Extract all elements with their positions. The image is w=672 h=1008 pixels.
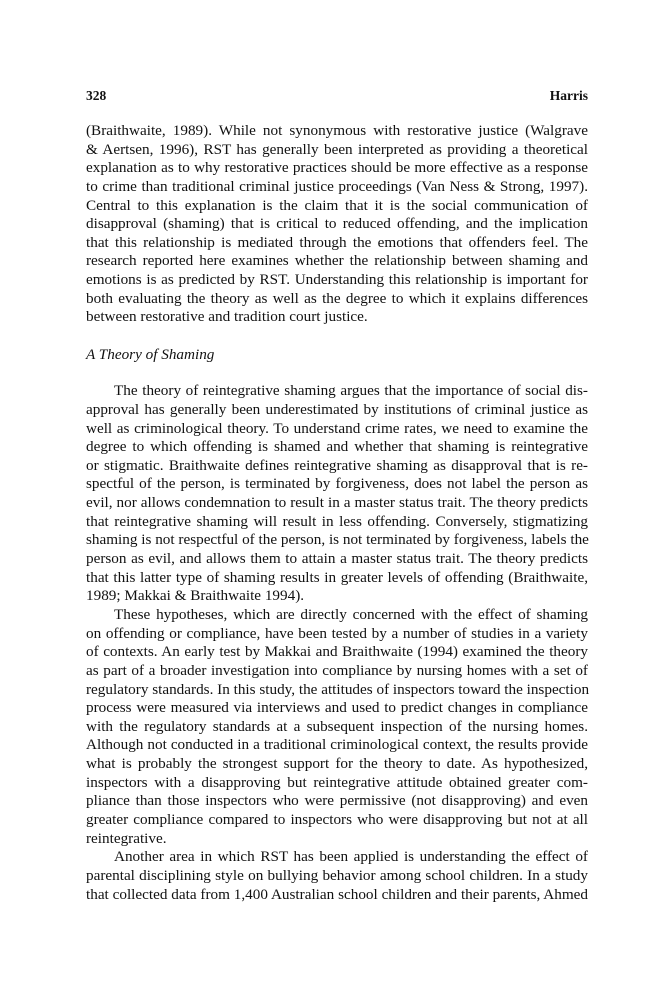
section-intro bbox=[86, 122, 588, 327]
text-line: of contexts. An early test by Makkai and Braithwaite (1994) examined the theory bbox=[86, 643, 588, 661]
text-line: that this latter type of shaming results in greater levels of offending (Braithwaite, bbox=[86, 568, 588, 586]
text-line: greater compliance compared to inspectors who were disapproving but not at all bbox=[86, 811, 588, 829]
text-line: parental disciplining style on bullying behavior among school children. In a study bbox=[86, 866, 588, 884]
running-header bbox=[86, 88, 588, 106]
text-line: with the regulatory standards at a subsequent inspection of the nursing homes. bbox=[86, 717, 588, 735]
text-line: what is probably the strongest support for the theory to date. As hypothesized, bbox=[86, 755, 588, 773]
text-line: that reintegrative shaming will result in less offending. Conversely, stigmatizing bbox=[86, 512, 588, 530]
paragraph bbox=[86, 848, 588, 904]
text-line: research reported here examines whether the relationship between shaming and bbox=[86, 252, 588, 270]
text-line: pliance than those inspectors who were permissive (not disapproving) and even bbox=[86, 792, 588, 810]
text-line: inspectors with a disapproving but reintegrative attitude obtained greater com- bbox=[86, 773, 588, 791]
paragraph bbox=[86, 382, 588, 606]
text-line: & Aertsen, 1996), RST has generally been interpreted as providing a theoretical bbox=[86, 140, 588, 158]
text-line: regulatory standards. In this study, the attitudes of inspectors toward the inspection bbox=[86, 680, 590, 698]
text-line: 1989; Makkai & Braithwaite 1994). bbox=[86, 587, 305, 605]
text-line: explanation as to why restorative practices should be more effective as a response bbox=[86, 159, 588, 177]
page-body bbox=[86, 122, 588, 904]
text-line: both evaluating the theory as well as the degree to which it explains differences bbox=[86, 289, 588, 307]
running-head-author: Harris bbox=[549, 88, 588, 103]
text-line: as part of a broader investigation into compliance by nursing homes with a set of bbox=[86, 661, 588, 679]
text-line: that collected data from 1,400 Australian school children and their parents, Ahmed bbox=[86, 885, 588, 903]
text-line: between restorative and tradition court justice. bbox=[86, 308, 368, 326]
text-line: on offending or compliance, have been tested by a number of studies in a variety bbox=[86, 624, 588, 642]
text-line: degree to which offending is shamed and whether that shaming is reintegrative bbox=[86, 438, 588, 456]
section-heading: A Theory of Shaming bbox=[86, 345, 215, 363]
text-line: Although not conducted in a traditional criminological context, the results provide bbox=[86, 736, 588, 754]
paragraph bbox=[86, 122, 588, 327]
text-line: The theory of reintegrative shaming argues that the importance of social dis- bbox=[114, 382, 588, 400]
text-line: (Braithwaite, 1989). While not synonymous with restorative justice (Walgrave bbox=[86, 122, 588, 139]
text-line: emotions is as predicted by RST. Understanding this relationship is important for bbox=[86, 271, 588, 289]
text-line: reintegrative. bbox=[86, 829, 167, 847]
text-line: or stigmatic. Braithwaite defines reintegrative shaming as disapproval that is re- bbox=[86, 456, 588, 474]
text-line: approval has generally been underestimated by institutions of criminal justice as bbox=[86, 400, 588, 418]
text-line: that this relationship is mediated through the emotions that offenders feel. The bbox=[86, 233, 588, 251]
text-line: process were measured via interviews and used to predict changes in compliance bbox=[86, 699, 588, 717]
page-number: 328 bbox=[86, 88, 107, 103]
text-line: spectful of the person, is terminated by forgiveness, does not label the person as bbox=[86, 475, 588, 493]
paragraph bbox=[86, 606, 588, 848]
text-line: person as evil, and allows them to attain a master status trait. The theory predicts bbox=[86, 550, 588, 568]
section-theory-of-shaming bbox=[86, 382, 588, 904]
text-line: shaming is not respectful of the person, is not terminated by forgiveness, labels the bbox=[86, 531, 589, 549]
text-line: to crime than traditional criminal justice proceedings (Van Ness & Strong, 1997). bbox=[86, 177, 588, 195]
text-line: disapproval (shaming) that is critical to reduced offending, and the implication bbox=[86, 215, 588, 233]
text-line: well as criminological theory. To understand crime rates, we need to examine the bbox=[86, 419, 588, 437]
text-line: evil, nor allows condemnation to result in a master status trait. The theory predicts bbox=[86, 494, 588, 512]
text-line: Central to this explanation is the claim that it is the social communication of bbox=[86, 196, 588, 214]
text-line: These hypotheses, which are directly concerned with the effect of shaming bbox=[114, 605, 588, 623]
text-line: Another area in which RST has been applied is understanding the effect of bbox=[114, 848, 588, 866]
